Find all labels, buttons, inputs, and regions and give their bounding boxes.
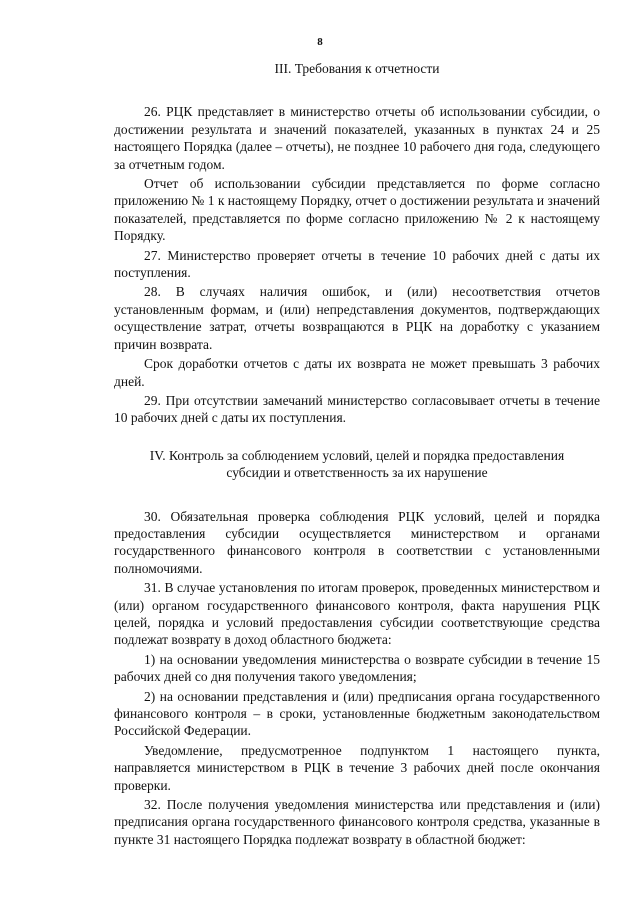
paragraph-26-report-forms: Отчет об использовании субсидии представляется по форме согласно приложению № 1 к настоящему Порядку, отчет о достижении результата и значений показателей, представляется по форме согласно приложению № 2 к настоящему Порядку. (114, 176, 600, 244)
document-body (114, 60, 600, 850)
paragraph-29: 29. При отсутствии замечаний министерство согласовывает отчеты в течение 10 рабочих дней с даты их поступления. (114, 392, 600, 426)
section-3-heading: III. Требования к отчетности (274, 61, 440, 76)
paragraph-28-deadline: Срок доработки отчетов с даты их возврата не может превышать 3 рабочих дней. (114, 356, 600, 389)
page-number: 8 (317, 36, 323, 48)
paragraph-28: 28. В случаях наличия ошибок, и (или) несоответствия отчетов установленным формам, и (или) непредставления документов, подтверждающих осуществление затрат, отчеты возвращаются в РЦК на доработку с указанием причин возврата. (114, 284, 600, 352)
paragraph-31: 31. В случае установления по итогам проверок, проведенных министерством и (или) органом государственного финансового контроля, факта нарушения РЦК целей, порядка и условий предоставления субсидии соответствующие средства подлежат возврату в доход областного бюджета: (114, 580, 600, 648)
paragraph-30: 30. Обязательная проверка соблюдения РЦК условий, целей и порядка предоставления субсидии осуществляется министерством и органами государственного финансового контроля в соответствии с установленными полномочиями. (114, 508, 600, 576)
paragraph-26: 26. РЦК представляет в министерство отчеты об использовании субсидии, о достижении результата и значений показателей, указанных в пунктах 24 и 25 настоящего Порядка (далее – отчеты), не позднее 10 рабочего дня года, следующего за отчетным годом. (114, 104, 600, 172)
paragraph-27: 27. Министерство проверяет отчеты в течение 10 рабочих дней с даты их поступления. (114, 247, 600, 281)
section-4-heading: IV. Контроль за соблюдением условий, целей и порядка предоставления субсидии и ответственность за их нарушение (149, 447, 565, 481)
paragraph-31-subitem-1: 1) на основании уведомления министерства о возврате субсидии в течение 15 рабочих дней со дня получения такого уведомления; (114, 651, 600, 685)
paragraph-31-subitem-2: 2) на основании представления и (или) предписания органа государственного финансового контроля – в сроки, установленные бюджетным законодательством Российской Федерации. (114, 688, 600, 739)
paragraph-31-notice: Уведомление, предусмотренное подпунктом 1 настоящего пункта, направляется министерством в РЦК в течение 3 рабочих дней после окончания проверки. (114, 742, 600, 793)
paragraph-32: 32. После получения уведомления министерства или представления и (или) предписания органа государственного финансового контроля средства, указанные в пункте 31 настоящего Порядка подлежат возврату в областной бюджет: (114, 797, 600, 847)
